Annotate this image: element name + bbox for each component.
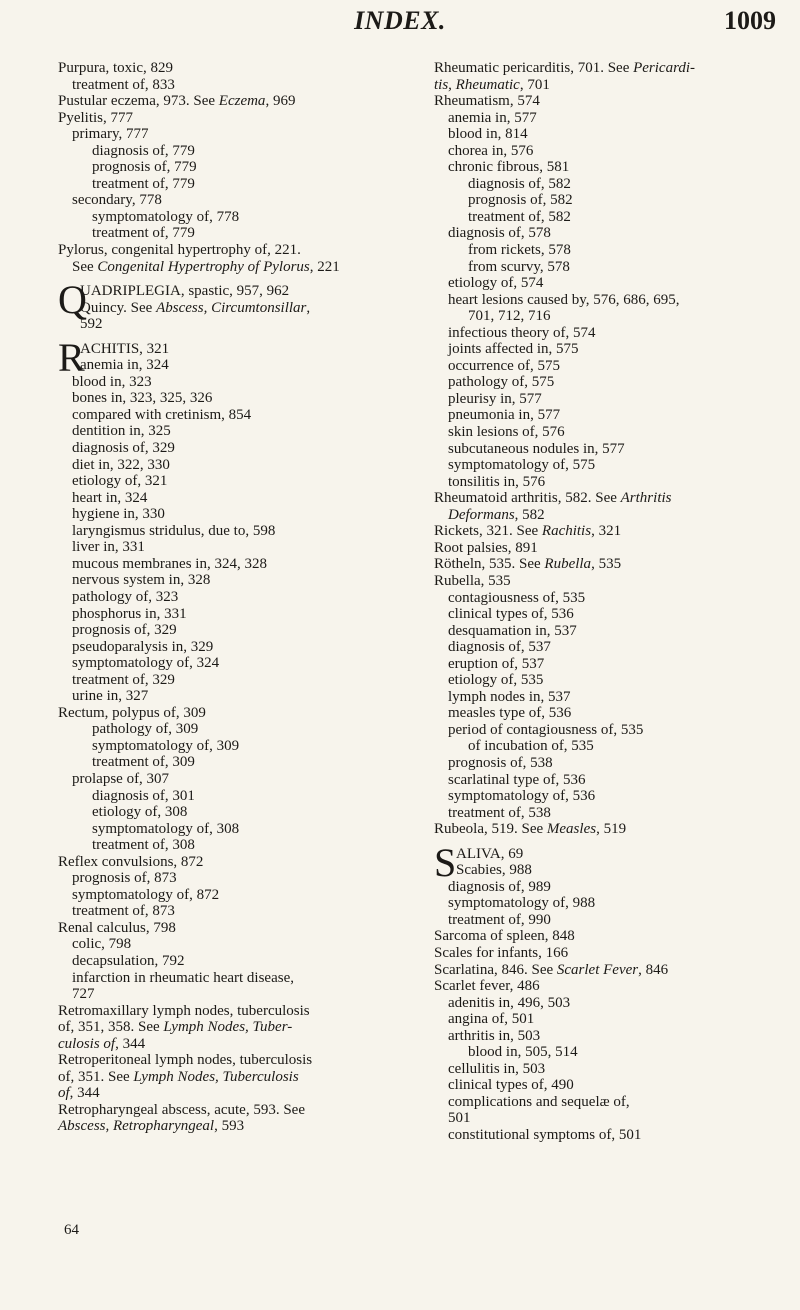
entry-text: Rheumatism, 574	[434, 93, 540, 110]
index-entry	[58, 903, 428, 920]
entry-italic: Abscess, Circumtonsillar	[156, 299, 307, 316]
index-entry	[58, 1019, 428, 1036]
index-entry	[434, 945, 779, 962]
index-entry	[434, 93, 779, 110]
entry-text: Sarcoma of spleen, 848	[434, 928, 575, 945]
entry-text: diagnosis of, 989	[448, 878, 551, 895]
index-entry	[434, 978, 779, 995]
index-entry	[434, 639, 779, 656]
index-entry	[434, 523, 779, 540]
index-entry	[434, 1127, 779, 1144]
entry-italic: Lymph Nodes, Tuberculosis	[133, 1068, 299, 1085]
index-entry	[434, 126, 779, 143]
entry-text: urine in, 327	[72, 688, 149, 705]
index-entry	[58, 672, 428, 689]
index-entry	[58, 771, 428, 788]
entry-text: Rheumatoid arthritis, 582. See	[434, 490, 621, 507]
entry-text: heart in, 324	[72, 489, 148, 506]
index-entry	[58, 821, 428, 838]
entry-text: Reflex convulsions, 872	[58, 853, 204, 870]
entries-rh	[434, 60, 779, 838]
index-entry	[434, 705, 779, 722]
entry-text: etiology of, 321	[72, 473, 168, 490]
entries-p	[58, 60, 428, 275]
entry-text: , 846	[638, 961, 669, 978]
index-entry	[434, 1011, 779, 1028]
entry-text: blood in, 814	[448, 126, 528, 143]
entry-italic: Arthritis	[620, 490, 672, 507]
index-entry	[58, 423, 428, 440]
index-entry	[434, 225, 779, 242]
index-entry	[58, 440, 428, 457]
index-entry	[434, 176, 779, 193]
entry-text: chronic fibrous, 581	[448, 159, 570, 176]
index-entry	[434, 672, 779, 689]
entry-text: Pustular eczema, 973. See	[58, 93, 219, 110]
entry-text: ,	[306, 299, 311, 316]
entry-italic: Abscess, Retropharyngeal	[58, 1118, 215, 1135]
letter-section-s	[434, 839, 779, 885]
index-entry	[58, 556, 428, 573]
entry-text: treatment of, 833	[72, 76, 175, 93]
index-entry	[58, 110, 428, 127]
index-entry	[434, 308, 779, 325]
entry-italic: Measles	[546, 821, 597, 838]
entry-italic: Rachitis	[541, 523, 592, 540]
entry-text: symptomatology of, 536	[448, 788, 596, 805]
entry-text: primary, 777	[72, 126, 149, 143]
index-entry	[58, 1118, 428, 1135]
entry-text: Rectum, polypus of, 309	[58, 704, 206, 721]
index-entry	[434, 606, 779, 623]
index-entry: UADRIPLEGIA, spastic, 957, 962	[80, 283, 290, 300]
index-entry	[58, 1036, 428, 1053]
index-entry	[58, 837, 428, 854]
index-entry	[58, 870, 428, 887]
index-entry	[434, 275, 779, 292]
index-entry	[58, 225, 428, 242]
index-entry	[58, 523, 428, 540]
index-entry	[58, 639, 428, 656]
index-entry	[434, 325, 779, 342]
entry-text: secondary, 778	[72, 192, 162, 209]
entry-text: bones in, 323, 325, 326	[72, 390, 213, 407]
index-entry	[58, 804, 428, 821]
dropcap-s: S	[434, 839, 457, 885]
entry-text: Pyelitis, 777	[58, 109, 134, 126]
index-entry	[58, 300, 428, 317]
entry-italic: tis, Rheumatic	[434, 76, 520, 93]
entry-text: chorea in, 576	[448, 142, 534, 159]
index-entry: ALIVA, 69	[456, 845, 524, 862]
entry-text: scarlatinal type of, 536	[448, 771, 586, 788]
index-entry	[434, 912, 779, 929]
entry-text: hygiene in, 330	[72, 506, 165, 523]
letter-section-r	[58, 334, 428, 380]
index-entry	[58, 1085, 428, 1102]
entry-text: Rickets, 321. See	[434, 523, 542, 540]
index-entry	[434, 1044, 779, 1061]
entry-text: etiology of, 535	[448, 672, 544, 689]
index-entry: Scabies, 988	[456, 862, 532, 879]
entry-italic: Eczema	[218, 93, 266, 110]
index-entry	[58, 920, 428, 937]
entry-text: colic, 798	[72, 936, 132, 953]
entry-text: symptomatology of, 308	[92, 820, 240, 837]
entry-text: symptomatology of, 988	[448, 895, 596, 912]
index-entry	[434, 1077, 779, 1094]
entry-text: diagnosis of, 578	[448, 225, 551, 242]
index-entry	[58, 1102, 428, 1119]
entry-text: symptomatology of, 872	[72, 886, 220, 903]
entry-text: , 969	[265, 93, 296, 110]
index-entry	[434, 358, 779, 375]
index-entry	[58, 589, 428, 606]
entry-italic: of	[58, 1085, 70, 1102]
entry-text: diagnosis of, 779	[92, 142, 195, 159]
index-entry	[434, 60, 779, 77]
entry-text: prognosis of, 779	[92, 159, 197, 176]
entry-text: 701, 712, 716	[468, 308, 551, 325]
entry-text: Retropharyngeal abscess, acute, 593. See	[58, 1101, 305, 1118]
index-entry	[58, 192, 428, 209]
entry-italic: culosis of	[58, 1035, 116, 1052]
entry-text: symptomatology of, 324	[72, 655, 220, 672]
index-entry	[58, 705, 428, 722]
index-entry	[434, 1061, 779, 1078]
index-entry	[58, 887, 428, 904]
index-entry	[434, 540, 779, 557]
entry-text: Purpura, toxic, 829	[58, 60, 173, 76]
entry-text: Pylorus, congenital hypertrophy of, 221.	[58, 242, 301, 259]
index-entry	[434, 143, 779, 160]
entry-text: Rubella, 535	[434, 572, 511, 589]
dropcap-r: R	[58, 334, 85, 380]
entry-text: clinical types of, 490	[448, 1077, 574, 1094]
index-entry	[58, 953, 428, 970]
entry-text: treatment of, 538	[448, 804, 551, 821]
entry-text: adenitis in, 496, 503	[448, 994, 571, 1011]
entry-text: Rubeola, 519. See	[434, 821, 547, 838]
entry-text: laryngismus stridulus, due to, 598	[72, 522, 276, 539]
entry-text: 501	[448, 1110, 471, 1127]
entry-text: 727	[72, 986, 95, 1003]
entry-text: treatment of, 308	[92, 837, 195, 854]
entry-text: Renal calculus, 798	[58, 919, 176, 936]
index-entry	[58, 457, 428, 474]
entry-italic: Congenital Hypertrophy of Pylorus	[97, 258, 310, 275]
entry-italic: Deformans	[448, 506, 515, 523]
entry-text: Scarlatina, 846. See	[434, 961, 557, 978]
entry-text: , 344	[115, 1035, 146, 1052]
entry-text: constitutional symptoms of, 501	[448, 1127, 642, 1143]
entry-text: prognosis of, 538	[448, 754, 553, 771]
entry-text: , 519	[596, 821, 627, 838]
index-entry	[58, 506, 428, 523]
index-entry	[58, 655, 428, 672]
index-entry	[58, 242, 428, 259]
index-entry	[434, 374, 779, 391]
entry-text: Retromaxillary lymph nodes, tuberculosis	[58, 1002, 310, 1019]
index-entry	[434, 788, 779, 805]
running-head: INDEX.	[354, 6, 446, 35]
entry-text: pathology of, 323	[72, 588, 179, 605]
index-entry	[434, 259, 779, 276]
entry-text: , 535	[591, 556, 622, 573]
index-entry	[58, 407, 428, 424]
entry-text: , 321	[591, 523, 622, 540]
entry-text: contagiousness of, 535	[448, 589, 586, 606]
entry-text: treatment of, 309	[92, 754, 195, 771]
index-entry	[434, 962, 779, 979]
entry-italic: Scarlet Fever	[556, 961, 639, 978]
index-entry	[58, 126, 428, 143]
index-entry	[58, 176, 428, 193]
index-entry	[58, 721, 428, 738]
entry-text: symptomatology of, 309	[92, 737, 240, 754]
index-entry	[434, 755, 779, 772]
entry-text: pleurisy in, 577	[448, 390, 542, 407]
entry-text: symptomatology of, 778	[92, 208, 240, 225]
letter-section-q	[58, 277, 428, 333]
entry-text: nervous system in, 328	[72, 572, 211, 589]
entry-italic: Lymph Nodes, Tuber-	[163, 1019, 293, 1036]
index-entry	[434, 159, 779, 176]
entry-text: subcutaneous nodules in, 577	[448, 440, 625, 457]
index-entry	[434, 556, 779, 573]
entry-text: Quincy. See	[80, 299, 157, 316]
index-entry	[58, 606, 428, 623]
entry-text: Rheumatic pericarditis, 701. See	[434, 60, 634, 76]
index-entry	[58, 1052, 428, 1069]
entry-text: , 344	[69, 1085, 100, 1102]
entry-text: prognosis of, 329	[72, 622, 177, 639]
page-header	[0, 4, 800, 48]
index-entry	[434, 995, 779, 1012]
index-entry	[434, 474, 779, 491]
index-entry	[434, 457, 779, 474]
entry-text: treatment of, 990	[448, 911, 551, 928]
index-column-left	[58, 60, 428, 1135]
index-entry	[58, 688, 428, 705]
index-entry	[434, 292, 779, 309]
index-entry	[58, 970, 428, 987]
index-entry	[434, 209, 779, 226]
index-entry	[434, 490, 779, 507]
entry-text: tonsilitis in, 576	[448, 473, 546, 490]
entry-text: occurrence of, 575	[448, 357, 561, 374]
entry-text: treatment of, 779	[92, 175, 195, 192]
index-entry	[434, 1028, 779, 1045]
index-entry	[434, 738, 779, 755]
index-entry	[434, 656, 779, 673]
index-entry	[434, 441, 779, 458]
index-entry	[434, 879, 779, 896]
entry-text: prognosis of, 873	[72, 870, 177, 887]
index-entry	[58, 1069, 428, 1086]
index-entry	[434, 928, 779, 945]
entry-text: diagnosis of, 537	[448, 639, 551, 656]
index-entry	[434, 407, 779, 424]
index-entry	[434, 77, 779, 94]
entry-text: infectious theory of, 574	[448, 324, 596, 341]
entry-text: diet in, 322, 330	[72, 456, 170, 473]
entry-text: decapsulation, 792	[72, 952, 185, 969]
page-number: 1009	[724, 6, 776, 35]
index-entry: 592	[80, 316, 103, 333]
index-entry	[434, 821, 779, 838]
entry-text: of, 351, 358. See	[58, 1019, 164, 1036]
entry-italic: Rubella	[544, 556, 592, 573]
index-entry	[434, 1094, 779, 1111]
entry-text: measles type of, 536	[448, 705, 572, 722]
index-entry	[434, 341, 779, 358]
entry-text: diagnosis of, 582	[468, 175, 571, 192]
entry-text: , 701	[519, 76, 550, 93]
entry-text: , 221	[309, 258, 340, 275]
entry-text: infarction in rheumatic heart disease,	[72, 969, 294, 986]
index-entry	[58, 754, 428, 771]
index-entry	[434, 895, 779, 912]
index-entry	[434, 689, 779, 706]
index-entry	[434, 507, 779, 524]
entry-text: phosphorus in, 331	[72, 605, 187, 622]
entry-text: Scales for infants, 166	[434, 944, 569, 961]
index-entry	[434, 772, 779, 789]
entries-r	[58, 374, 428, 1135]
index-entry	[58, 490, 428, 507]
entry-text: Retroperitoneal lymph nodes, tuberculosis	[58, 1052, 313, 1069]
entry-text: desquamation in, 537	[448, 622, 577, 639]
index-entry	[58, 854, 428, 871]
entry-text: pathology of, 575	[448, 374, 555, 391]
entry-text: mucous membranes in, 324, 328	[72, 555, 267, 572]
entry-text: Root palsies, 891	[434, 539, 538, 556]
index-entry: ACHITIS, 321	[80, 340, 170, 357]
entry-text: eruption of, 537	[448, 655, 545, 672]
entry-text: , 582	[514, 506, 545, 523]
index-entry	[434, 192, 779, 209]
index-entry	[58, 374, 428, 391]
entry-text: blood in, 323	[72, 373, 152, 390]
index-entry	[434, 242, 779, 259]
entry-text: of, 351. See	[58, 1068, 134, 1085]
index-entry	[58, 159, 428, 176]
entry-text: angina of, 501	[448, 1011, 535, 1028]
entry-text: cellulitis in, 503	[448, 1060, 546, 1077]
entry-text: diagnosis of, 329	[72, 440, 175, 457]
index-entry	[58, 390, 428, 407]
index-entry	[58, 60, 428, 77]
entry-text: of incubation of, 535	[468, 738, 594, 755]
index-entry	[58, 209, 428, 226]
entries-s	[434, 879, 779, 1144]
index-entry	[434, 1110, 779, 1127]
entry-text: period of contagiousness of, 535	[448, 721, 644, 738]
entry-text: pathology of, 309	[92, 721, 199, 738]
entry-text: pneumonia in, 577	[448, 407, 561, 424]
entry-text: prolapse of, 307	[72, 770, 170, 787]
index-entry	[58, 473, 428, 490]
index-entry	[434, 722, 779, 739]
entry-text: clinical types of, 536	[448, 606, 574, 623]
entry-text: treatment of, 779	[92, 225, 195, 242]
entry-text: skin lesions of, 576	[448, 424, 565, 441]
entry-text: arthritis in, 503	[448, 1027, 541, 1044]
entry-text: blood in, 505, 514	[468, 1044, 578, 1061]
entry-italic: Pericardi-	[633, 60, 696, 76]
entry-text: etiology of, 308	[92, 804, 188, 821]
entry-text: anemia in, 577	[448, 109, 537, 126]
index-entry	[58, 986, 428, 1003]
entry-text: Rötheln, 535. See	[434, 556, 545, 573]
index-entry	[58, 93, 428, 110]
entry-text: compared with cretinism, 854	[72, 406, 252, 423]
entry-text: heart lesions caused by, 576, 686, 695,	[448, 291, 680, 308]
entry-text: treatment of, 329	[72, 671, 175, 688]
index-entry: anemia in, 324	[80, 357, 169, 374]
entry-text: etiology of, 574	[448, 275, 544, 292]
index-entry	[434, 805, 779, 822]
index-entry	[58, 259, 428, 276]
entry-text: treatment of, 582	[468, 208, 571, 225]
entry-text: treatment of, 873	[72, 903, 175, 920]
index-entry	[58, 622, 428, 639]
entry-text: symptomatology of, 575	[448, 457, 596, 474]
index-entry	[58, 1003, 428, 1020]
index-entry	[434, 573, 779, 590]
dropcap-q: Q	[58, 277, 87, 323]
index-entry	[58, 788, 428, 805]
entry-text: Scarlet fever, 486	[434, 978, 540, 995]
index-column-right	[434, 60, 779, 1144]
index-entry	[434, 110, 779, 127]
entry-text: See	[72, 258, 98, 275]
entry-text: lymph nodes in, 537	[448, 688, 571, 705]
entry-text: prognosis of, 582	[468, 192, 573, 209]
index-entry	[58, 572, 428, 589]
entry-text: liver in, 331	[72, 539, 145, 556]
index-entry	[434, 424, 779, 441]
index-entry	[434, 391, 779, 408]
signature-folio: 64	[64, 1222, 79, 1238]
entry-text: joints affected in, 575	[448, 341, 579, 358]
entry-text: , 593	[214, 1118, 245, 1135]
entry-text: from rickets, 578	[468, 242, 571, 259]
entry-text: from scurvy, 578	[468, 258, 570, 275]
index-entry	[434, 623, 779, 640]
index-entry	[58, 936, 428, 953]
entry-text: pseudoparalysis in, 329	[72, 638, 214, 655]
index-entry	[58, 539, 428, 556]
index-entry	[58, 738, 428, 755]
index-entry	[58, 143, 428, 160]
entry-text: dentition in, 325	[72, 423, 171, 440]
index-entry	[58, 77, 428, 94]
index-entry	[434, 590, 779, 607]
entry-text: complications and sequelæ of,	[448, 1093, 630, 1110]
entry-text: diagnosis of, 301	[92, 787, 195, 804]
